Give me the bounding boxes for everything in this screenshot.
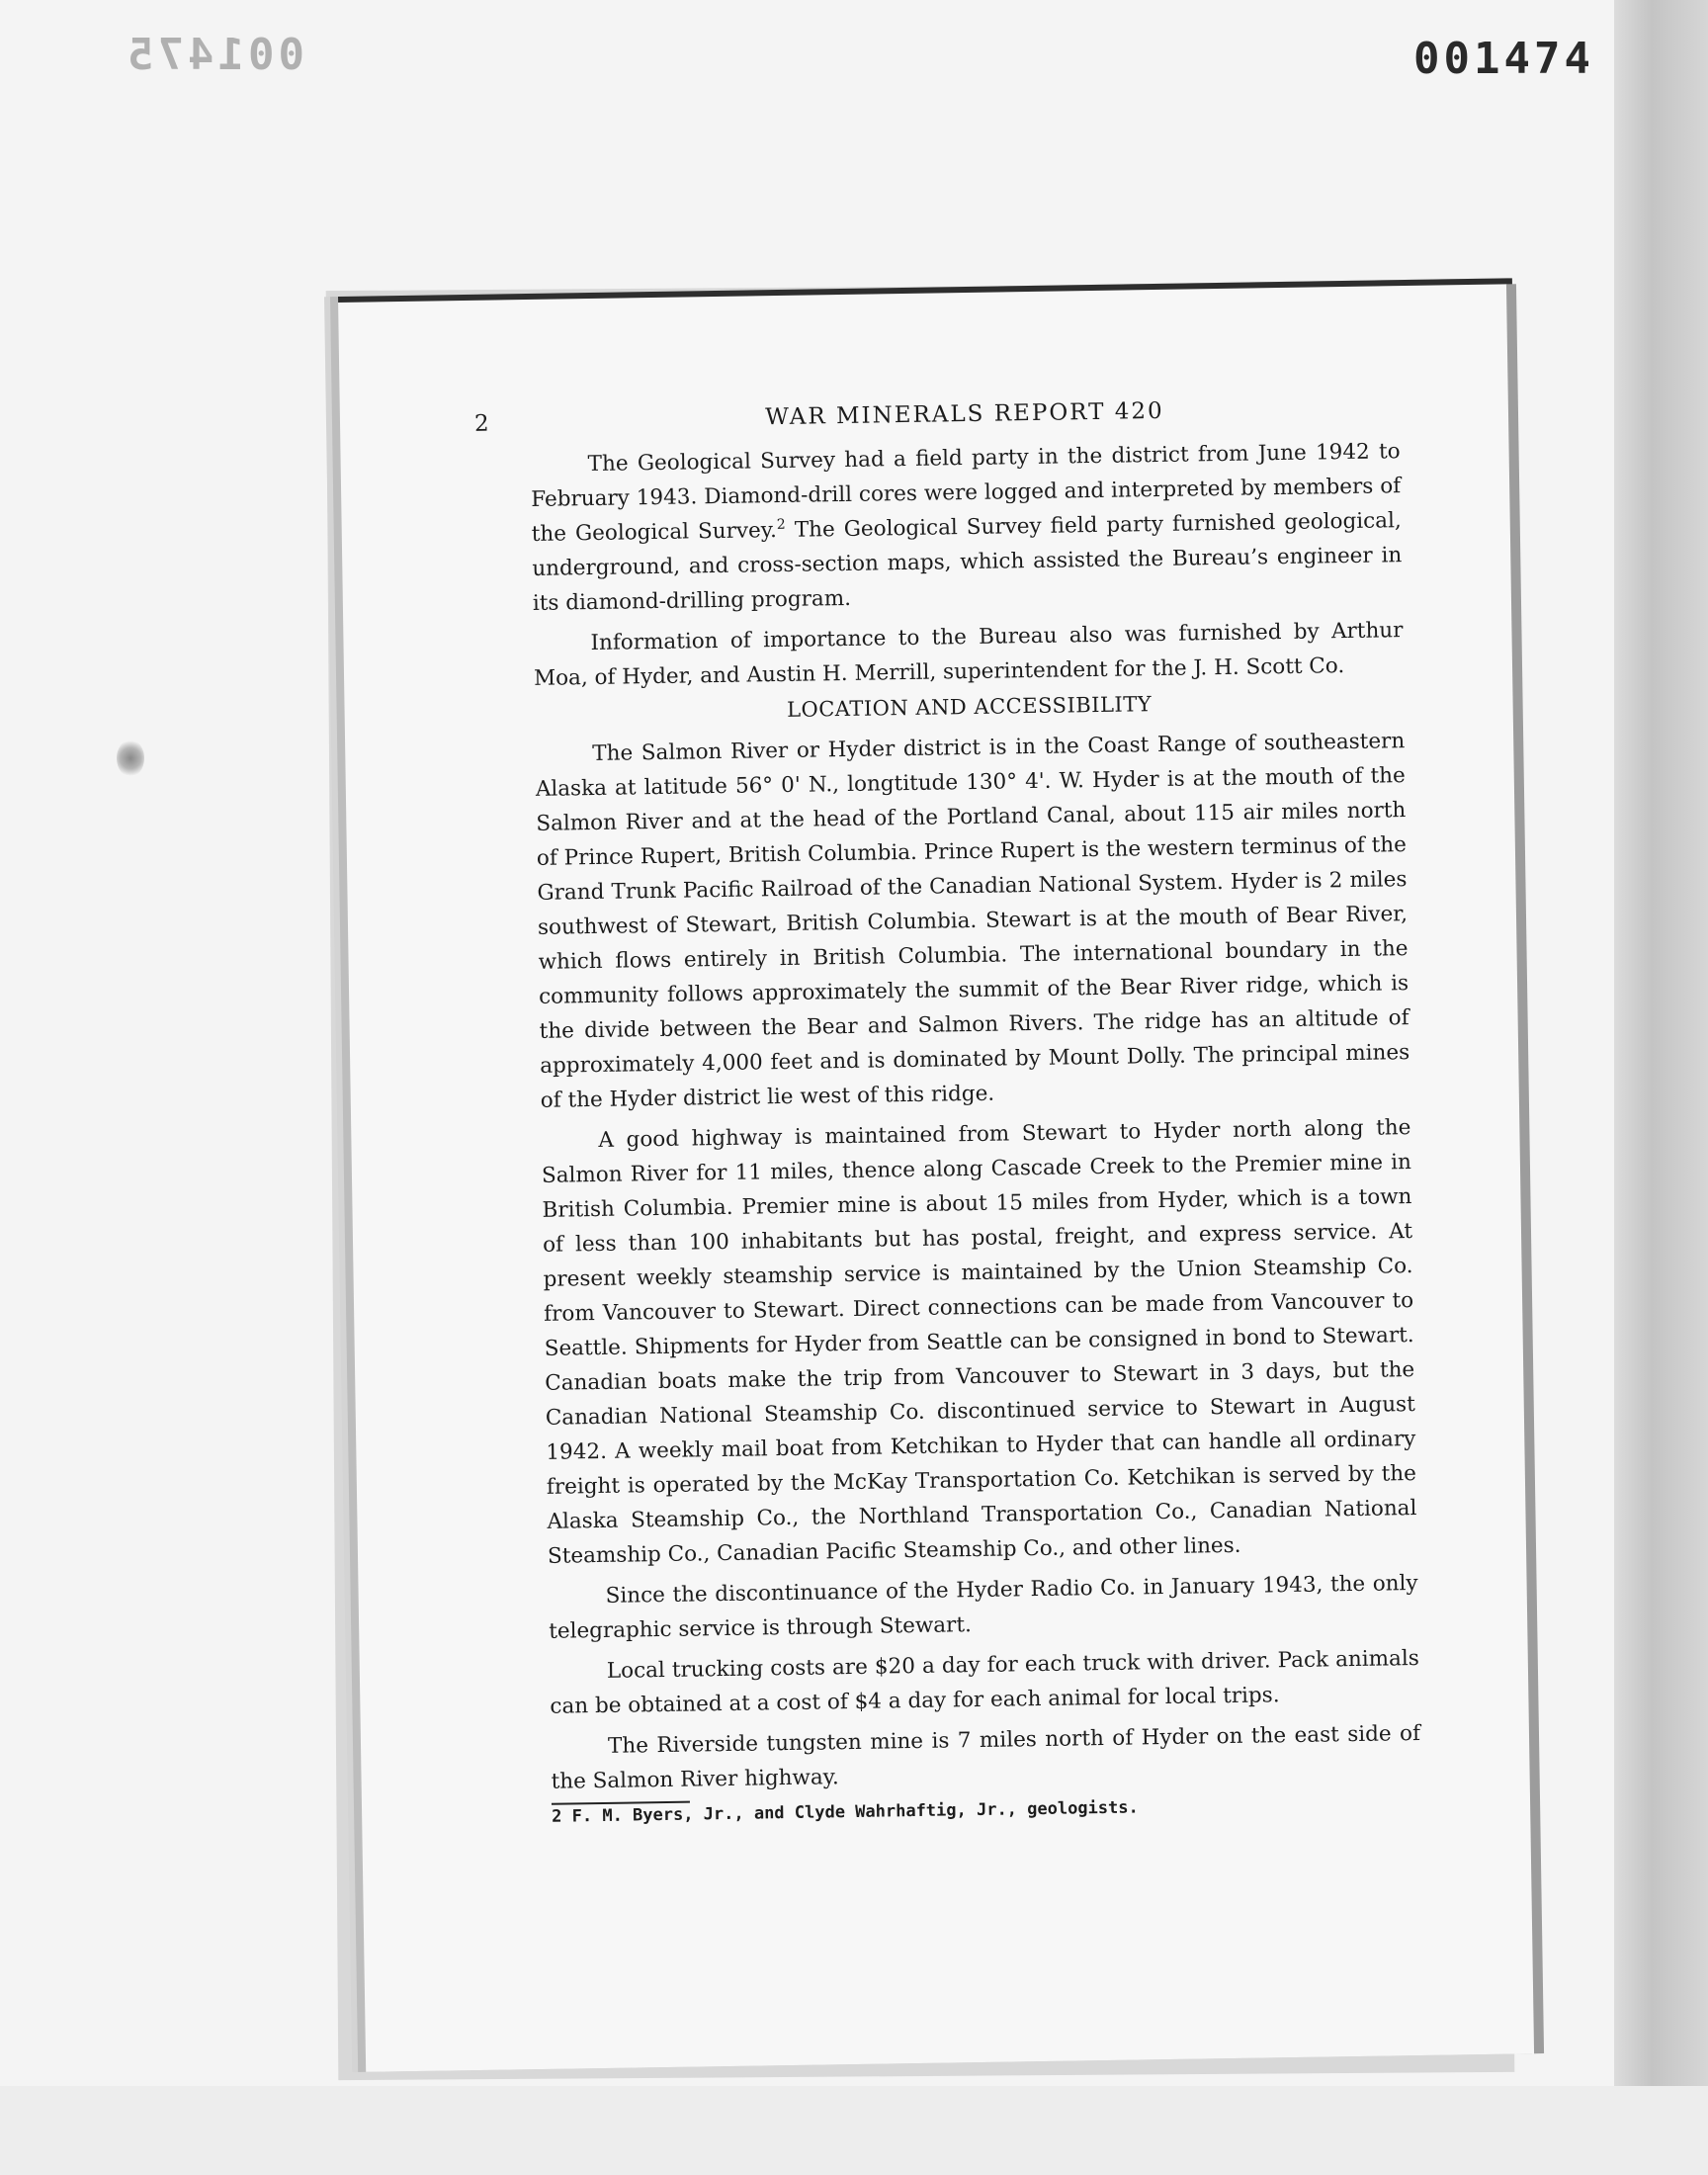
page-number: 2 xyxy=(473,410,489,437)
scan-shadow-strip xyxy=(1614,0,1708,2096)
intro-text-1: The Geological Survey had a field party in the district from June 1942 to February 1943. Diamond-drill cores were logged and interpreted by members of the Geological Survey. xyxy=(531,439,1402,547)
section-paragraph-5: The Riverside tungsten mine is 7 miles north of Hyder on the east side of the Salmon River highway. xyxy=(551,1720,1421,1794)
footnote-marker: 2 xyxy=(552,1806,562,1827)
section-paragraph-4: Local trucking costs are $20 a day for each truck with driver. Pack animals can be obtained at a cost of $4 a day for each animal for local trips. xyxy=(550,1645,1419,1719)
intro-paragraph-1 xyxy=(530,434,1403,621)
footnote-reference: 2 xyxy=(776,516,786,533)
section-heading: LOCATION AND ACCESSIBILITY xyxy=(786,692,1153,722)
stamp-number: 001474 xyxy=(1413,34,1594,84)
report-title: WAR MINERALS REPORT 420 xyxy=(765,397,1164,431)
scan-bottom-strip xyxy=(0,2086,1708,2175)
intro-paragraph-2: Information of importance to the Bureau also was furnished by Arthur Moa, of Hyder, and Austin H. Merrill, superintendent for the J. H. Scott Co. xyxy=(533,618,1404,691)
section-paragraph-3: Since the discontinuance of the Hyder Radio Co. in January 1943, the only telegraphic service is through Stewart. xyxy=(549,1571,1418,1644)
section-paragraph-2: A good highway is maintained from Stewart to Hyder north along the Salmon River for 11 miles, thence along Cascade Creek to the Premier mine in British Columbia. Premier mine is about 15 miles from Hyder, which is a town of less than 100 inhabitants but has postal, freight, and express service. At present weekly steamship service is maintained by the Union Steamship Co. from Vancouver to Stewart. Direct connections can be made from Vancouver to Seattle. Shipments for Hyder from Seattle can be consigned in bond to Stewart. Canadian boats make the trip from Vancouver to Stewart in 3 days, but the Canadian National Steamship Co. discontinued service to Stewart in August 1942. A weekly mail boat from Ketchikan to Hyder that can handle all ordinary freight is operated by the McKay Transportation Co. Ketchikan is served by the Alaska Steamship Co., the Northland Transportation Co., Canadian National Steamship Co., Canadian Pacific Steamship Co., and other lines. xyxy=(541,1115,1417,1569)
ink-smudge xyxy=(117,740,144,777)
mirrored-stamp-number: 001475 xyxy=(124,30,304,80)
page-content xyxy=(473,394,1421,1829)
section-paragraph-1: The Salmon River or Hyder district is in the Coast Range of southeastern Alaska at latitude 56° 0' N., longtitude 130° 4'. W. Hyder is at the mouth of the Salmon River and at the head of the Portland Canal, about 115 air miles north of Prince Rupert, British Columbia. Prince Rupert is the western terminus of the Grand Trunk Pacific Railroad of the Canadian National System. Hyder is 2 miles southwest of Stewart, British Columbia. Stewart is at the mouth of Bear River, which flows entirely in British Columbia. The international boundary in the community follows approximately the summit of the Bear River ridge, which is the divide between the Bear and Salmon Rivers. The ridge has an altitude of approximately 4,000 feet and is dominated by Mount Dolly. The principal mines of the Hyder district lie west of this ridge. xyxy=(535,729,1410,1113)
footnote-text: F. M. Byers, Jr., and Clyde Wahrhaftig, Jr., geologists. xyxy=(571,1797,1139,1827)
intro-text-1b: The Geological Survey field party furnished geological, underground, and cross-section maps, which assisted the Bureau’s engineer in its diamond-drilling program. xyxy=(532,508,1403,616)
document-page xyxy=(338,278,1540,2071)
